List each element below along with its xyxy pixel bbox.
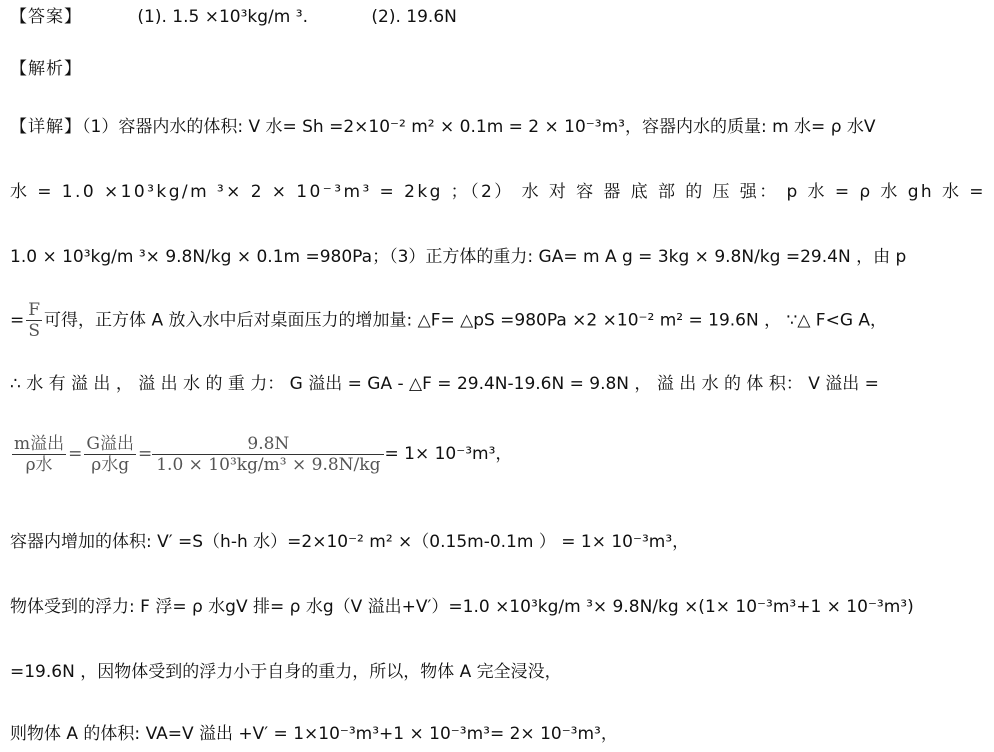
detail-text-1: （1）容器内水的体积: V 水= Sh =2×10⁻² m² × 0.1m = 2 × 10⁻³m³，容器内水的质量: m 水= ρ 水V: [82, 117, 876, 137]
answer-part1: (1). 1.5 ×10³kg/m ³.: [137, 7, 308, 27]
detail-text-4: 可得，正方体 A 放入水中后对桌面压力的增加量: △F= △pS =980Pa ×2 ×10⁻² m² = 19.6N ， ∵△ F<G A，: [44, 310, 888, 331]
fraction-mass-over-density: [12, 434, 66, 475]
equals-sign: =: [10, 310, 25, 331]
fraction-numerator: 9.8N: [152, 434, 384, 455]
fraction-weight-over-density-g: [84, 434, 136, 475]
equals-sign: =: [137, 444, 153, 464]
fraction-numeric: [154, 434, 382, 475]
detail-text-7: 容器内增加的体积: V′ =S（h-h 水）=2×10⁻² m² ×（0.15m-0.1m ） = 1× 10⁻³m³，: [10, 532, 690, 552]
detail-line-3: [10, 245, 988, 269]
fraction-numerator: G溢出: [86, 433, 134, 454]
detail-line-2: [10, 180, 988, 204]
answer-part2: (2). 19.6N: [371, 7, 457, 27]
fraction-f-over-s: [26, 300, 42, 341]
answer-line: [10, 5, 988, 29]
detail-text-8: 物体受到的浮力: F 浮= ρ 水gV 排= ρ 水g（V 溢出+V′）=1.0 ×10³kg/m ³× 9.8N/kg ×(1× 10⁻³m³+1 × 10⁻³m³): [10, 597, 914, 617]
analysis-tag: 【解析】: [10, 59, 82, 79]
detail-tag: 【详解】: [10, 117, 82, 137]
analysis-line: [10, 57, 988, 81]
fraction-denominator: S: [28, 321, 40, 341]
equals-sign: =: [68, 444, 83, 464]
detail-line-5: [10, 372, 988, 396]
fraction-numerator: m溢出: [14, 433, 65, 454]
detail-line-8: [10, 595, 988, 619]
detail-text-10: 则物体 A 的体积: VA=V 溢出 +V′ = 1×10⁻³m³+1 × 10⁻³m³= 2× 10⁻³m³，: [10, 724, 618, 744]
detail-line-9: [10, 660, 988, 684]
answer-tag: 【答案】: [10, 7, 82, 27]
detail-line-7: [10, 530, 988, 554]
detail-text-5: ∴ 水 有 溢 出 ， 溢 出 水 的 重 力： G 溢出 = GA - △F = 29.4N-19.6N = 9.8N ， 溢 出 水 的 体 积： V 溢出 =: [10, 374, 879, 394]
detail-line-6: [10, 430, 988, 478]
fraction-numerator: F: [28, 300, 41, 320]
fraction-denominator: ρ水: [25, 454, 53, 475]
detail-line-1: [10, 115, 988, 139]
detail-line-10: [10, 722, 988, 746]
detail-text-3: 1.0 × 10³kg/m ³× 9.8N/kg × 0.1m =980Pa；（3）正方体的重力: GA= m A g = 3kg × 9.8N/kg =29.4N ，由 p: [10, 247, 907, 267]
fraction-denominator: 1.0 × 10³kg/m³ × 9.8N/kg: [156, 454, 381, 475]
detail-line-4: [10, 300, 988, 341]
detail-text-9: =19.6N ，因物体受到的浮力小于自身的重力，所以，物体 A 完全浸没，: [10, 662, 562, 682]
detail-result-6: = 1× 10⁻³m³，: [384, 444, 513, 464]
fraction-denominator: ρ水g: [91, 454, 130, 475]
detail-text-2: 水 = 1.0 ×10³kg/m ³× 2 × 10⁻³m³ = 2kg ；（2） 水 对 容 器 底 部 的 压 强： p 水 = ρ 水 gh 水 =: [10, 182, 986, 202]
